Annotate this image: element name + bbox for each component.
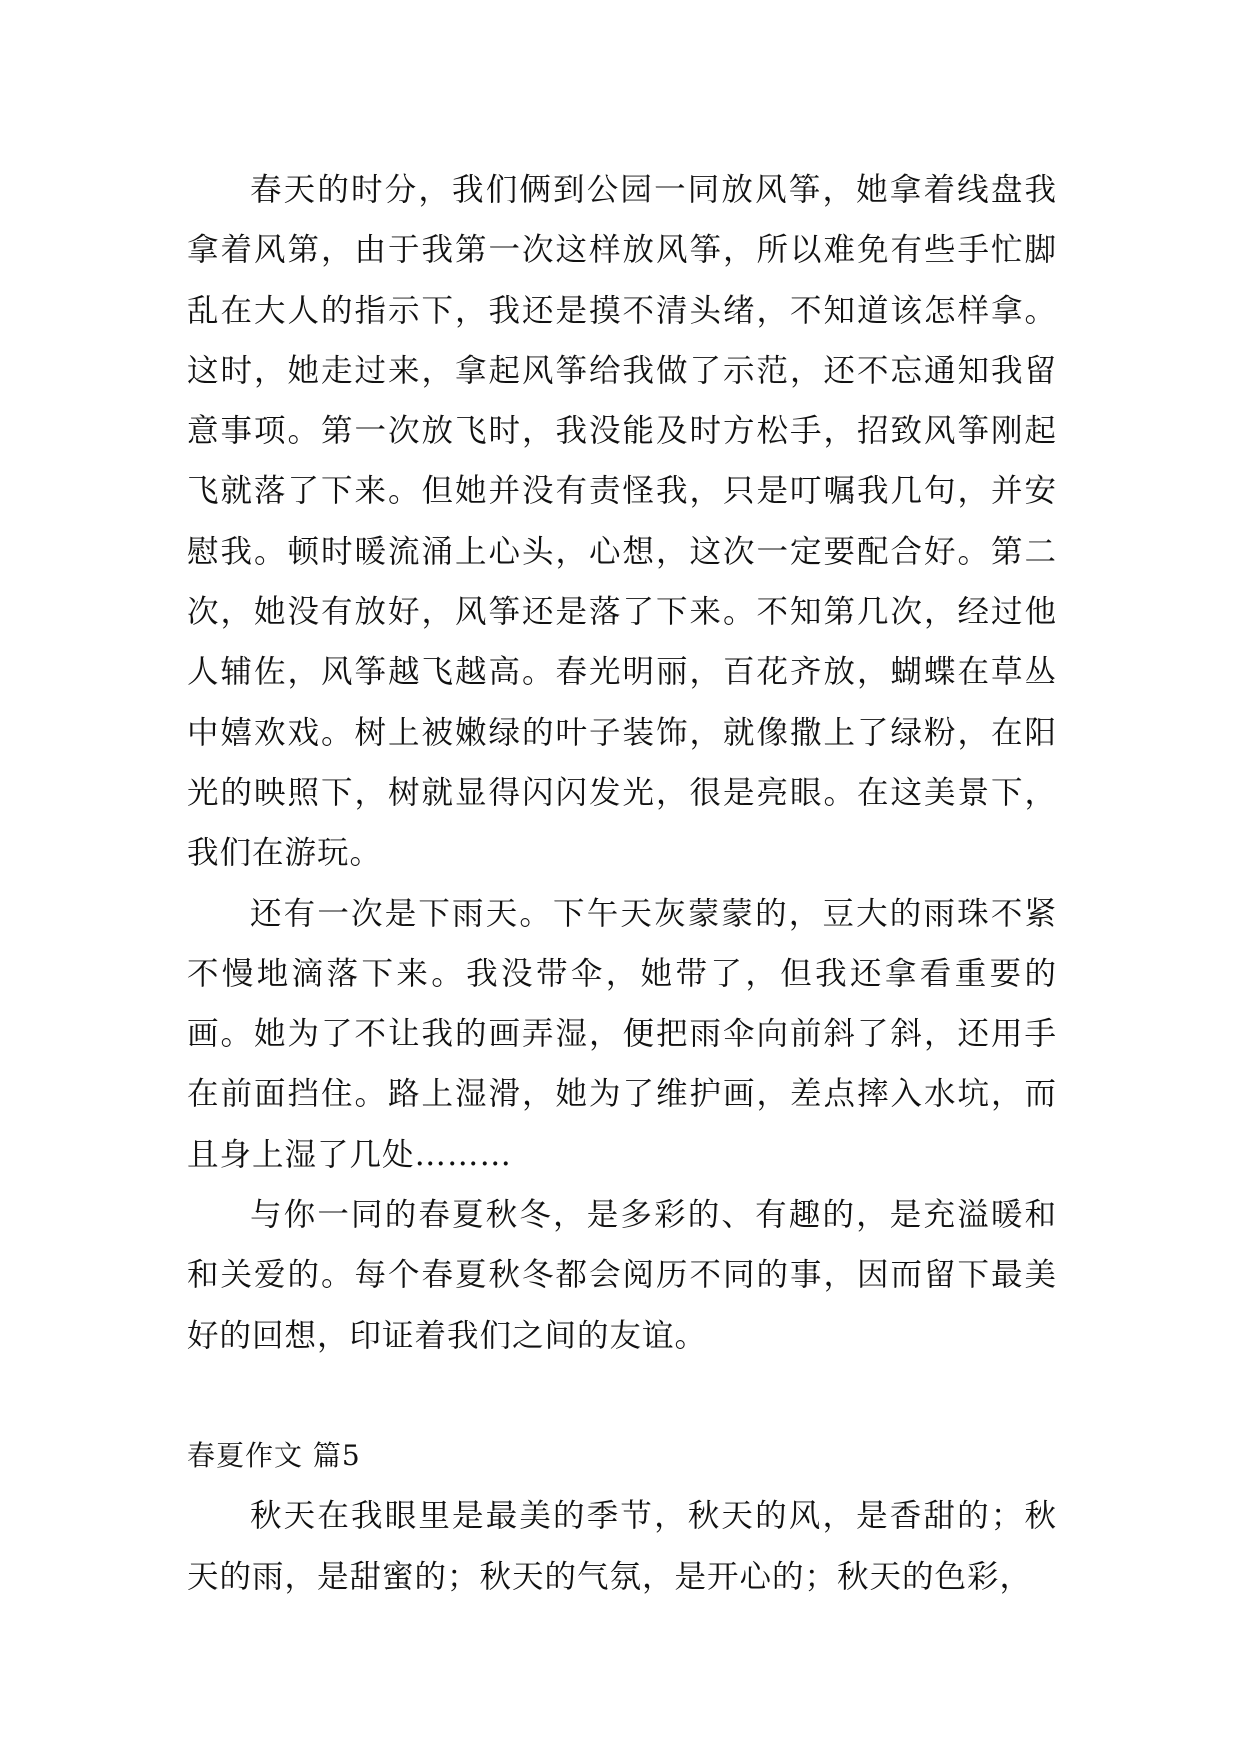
paragraph-rainy-day: 还有一次是下雨天。下午天灰蒙蒙的，豆大的雨珠不紧不慢地滴落下来。我没带伞，她带了，但我还拿看重要的画。她为了不让我的画弄湿，便把雨伞向前斜了斜，还用手在前面挡住。路上湿滑，她为了维护画，差点摔入水坑，而且身上湿了几处……… — [187, 895, 1057, 1173]
document-body — [187, 160, 1057, 1607]
paragraph-spring-kite: 春天的时分，我们俩到公园一同放风筝，她拿着线盘我拿着风第，由于我第一次这样放风筝，所以难免有些手忙脚乱在大人的指示下，我还是摸不清头绪，不知道该怎样拿。这时，她走过来，拿起风筝给我做了示范，还不忘通知我留意事项。第一次放飞时，我没能及时方松手，招致风筝刚起飞就落了下来。但她并没有责怪我，只是叮嘱我几句，并安慰我。顿时暖流涌上心头，心想，这次一定要配合好。第二次，她没有放好，风筝还是落了下来。不知第几次，经过他人辅佐，风筝越飞越高。春光明丽，百花齐放，蝴蝶在草丛中嬉欢戏。树上被嫩绿的叶子装饰，就像撒上了绿粉，在阳光的映照下，树就显得闪闪发光，很是亮眼。在这美景下，我们在游玩。 — [187, 172, 1057, 872]
paragraph-conclusion: 与你一同的春夏秋冬，是多彩的、有趣的，是充溢暖和和关爱的。每个春夏秋冬都会阅历不同的事，因而留下最美好的回想，印证着我们之间的友谊。 — [187, 1197, 1057, 1354]
paragraph-autumn: 秋天在我眼里是最美的季节，秋天的风，是香甜的；秋天的雨，是甜蜜的；秋天的气氛，是开心的；秋天的色彩， — [187, 1498, 1057, 1595]
section-heading: 春夏作文 篇5 — [187, 1438, 361, 1472]
